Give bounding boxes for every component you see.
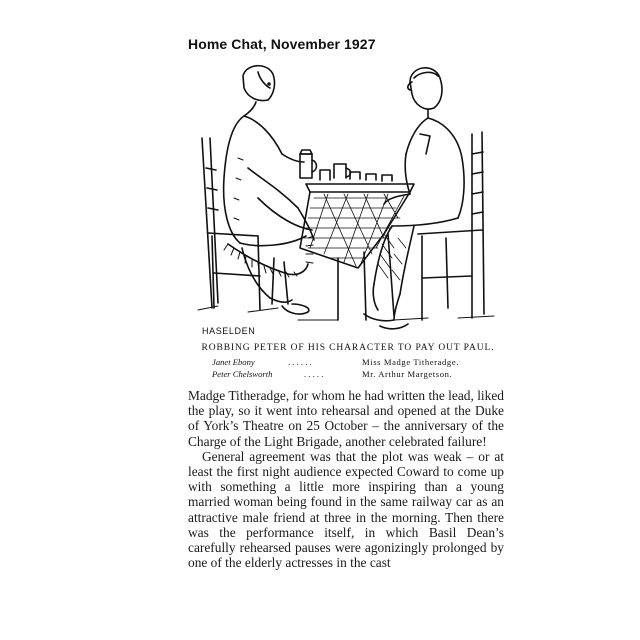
cast-dots: . . . . . . [288,357,312,367]
cast-line [212,369,512,380]
cartoon-illustration [188,58,508,340]
cast-role: Janet Ebony [212,357,255,367]
coffee-pot [300,150,317,178]
body-text [188,388,504,570]
artist-signature: HASELDEN [202,326,256,336]
tea-service [320,164,392,181]
cast-actor: Miss Madge Titheradge. [362,357,459,367]
cast-line [212,357,512,368]
body-paragraph: General agreement was that the plot was weak – or at least the first night audience expected Coward to come up with something a little more inspiring than a young married woman being found in the same railway car as an attractive male friend at three in the morning. Then there was the performance itself, in which Basil Dean’s carefully rehearsed pauses were agonizingly prolonged by one of the elderly actresses in the cast [188,448,504,571]
body-paragraph: Madge Titheradge, for whom he had written the lead, liked the play, so it went into rehearsal and opened at the Duke of York’s Theatre on 25 October – the anniversary of the Charge of the Light Brigade, another celebrated failure! [188,388,504,449]
page-header: Home Chat, November 1927 [188,36,376,52]
cast-actor: Mr. Arthur Margetson. [362,369,453,379]
right-chair [418,132,484,320]
trouser-hatching [378,234,406,280]
table [300,184,414,320]
cast-dots: . . . . . [304,369,324,379]
illustration-caption: ROBBING PETER OF HIS CHARACTER TO PAY OUT PAUL. [201,343,495,353]
woman-figure [224,66,314,314]
left-chair [202,138,260,310]
cast-role: Peter Chelsworth [212,369,273,379]
